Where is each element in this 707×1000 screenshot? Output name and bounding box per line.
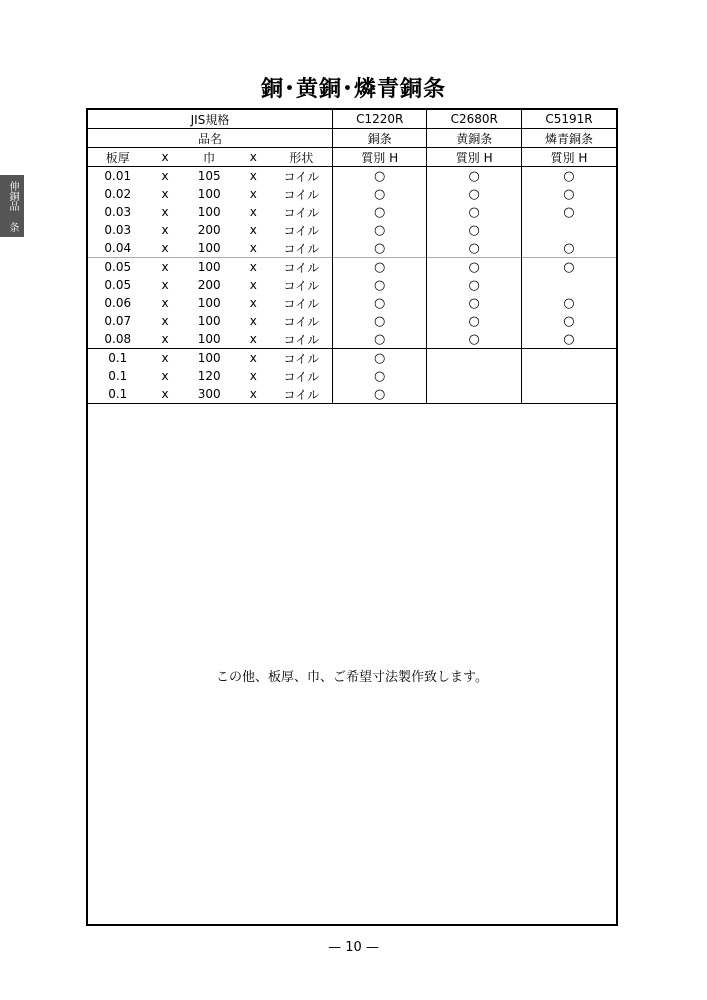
cell-c5191-availability: ○ [521, 312, 616, 330]
cell-x: x [161, 296, 169, 310]
cell-c1220-availability: ○ [332, 185, 426, 203]
page-title: 銅･黄銅･燐青銅条 [260, 77, 446, 102]
table-row [88, 185, 616, 203]
grade-name-c2680: 黄銅条 [427, 129, 521, 148]
cell-c2680-availability: ○ [427, 258, 521, 277]
cell-c2680-availability: ○ [427, 312, 521, 330]
cell-shape: コイル [283, 187, 320, 202]
cell-c5191-availability: ○ [521, 258, 616, 277]
table-row [88, 167, 616, 186]
cell-x: x [249, 187, 257, 201]
cell-width: 200 [197, 278, 221, 292]
cell-shape: コイル [283, 241, 320, 256]
cell-width: 200 [197, 223, 221, 237]
grade-name-c5191: 燐青銅条 [521, 129, 616, 148]
cell-width: 105 [197, 169, 221, 183]
cell-c5191-availability [521, 221, 616, 239]
cell-c5191-availability: ○ [521, 294, 616, 312]
grade-name-c1220: 銅条 [332, 129, 426, 148]
cell-c2680-availability: ○ [427, 239, 521, 258]
grade-temper-c1220: 質別 H [332, 148, 426, 167]
product-label: 品名 [88, 129, 332, 148]
cell-shape: コイル [283, 205, 320, 220]
col-shape-header: 形状 [271, 148, 333, 167]
cell-width: 100 [182, 349, 235, 368]
cell-c2680-availability: ○ [427, 330, 521, 349]
cell-x: x [249, 205, 257, 219]
cell-x: x [249, 169, 257, 183]
cell-width: 100 [197, 205, 221, 219]
grade-temper-c5191: 質別 H [521, 148, 616, 167]
cell-c1220-availability: ○ [332, 367, 426, 385]
cell-c5191-availability: ○ [521, 203, 616, 221]
cell-c5191-availability [521, 385, 616, 404]
cell-x: x [148, 385, 183, 404]
cell-shape: コイル [271, 258, 333, 277]
table-row [88, 349, 616, 368]
cell-c5191-availability: ○ [521, 330, 616, 349]
cell-thickness: 0.05 [88, 258, 148, 277]
grade-jis-c2680: C2680R [427, 110, 521, 129]
cell-thickness: 0.1 [108, 369, 128, 383]
cell-x: x [161, 205, 169, 219]
cell-c2680-availability [427, 349, 521, 368]
cell-x: x [161, 369, 169, 383]
cell-width: 100 [182, 258, 235, 277]
cell-shape: コイル [283, 278, 320, 293]
cell-x: x [249, 332, 257, 346]
header-row-jis [88, 110, 616, 129]
cell-x: x [249, 314, 257, 328]
header-row-product [88, 129, 616, 148]
cell-thickness: 0.03 [104, 205, 132, 219]
cell-c2680-availability: ○ [427, 203, 521, 221]
cell-thickness: 0.04 [104, 241, 132, 255]
cell-thickness: 0.07 [104, 314, 132, 328]
table-row [88, 258, 616, 277]
cell-c1220-availability: ○ [332, 258, 426, 277]
cell-width: 300 [182, 385, 235, 404]
cell-x: x [249, 296, 257, 310]
cell-shape: コイル [271, 385, 333, 404]
col-x1-header: x [148, 148, 183, 167]
cell-thickness: 0.03 [104, 223, 132, 237]
cell-thickness: 0.1 [88, 385, 148, 404]
jis-label: JIS規格 [88, 110, 332, 129]
side-tab: 伸銅品 条 [0, 175, 24, 237]
table-body [88, 167, 616, 404]
table-row [88, 385, 616, 404]
cell-c1220-availability: ○ [332, 385, 426, 404]
cell-x: x [161, 332, 169, 346]
table-row [88, 367, 616, 385]
cell-shape: コイル [283, 332, 320, 347]
cell-x: x [236, 385, 271, 404]
cell-c2680-availability [427, 367, 521, 385]
cell-shape: コイル [283, 223, 320, 238]
cell-c1220-availability: ○ [332, 330, 426, 349]
cell-c1220-availability: ○ [332, 167, 426, 186]
cell-x: x [161, 187, 169, 201]
table-row [88, 330, 616, 349]
cell-thickness: 0.05 [104, 278, 132, 292]
table-row [88, 203, 616, 221]
cell-x: x [236, 349, 271, 368]
table-row [88, 312, 616, 330]
spec-table-frame [86, 108, 618, 926]
cell-shape: コイル [283, 169, 320, 184]
cell-x: x [249, 369, 257, 383]
cell-thickness: 0.02 [104, 187, 132, 201]
grade-jis-c5191: C5191R [521, 110, 616, 129]
custom-order-notice: この他、板厚、巾、ご希望寸法製作致します。 [216, 670, 488, 685]
cell-x: x [249, 241, 257, 255]
cell-c5191-availability [521, 276, 616, 294]
col-width-header: 巾 [182, 148, 235, 167]
cell-c5191-availability: ○ [521, 239, 616, 258]
cell-c5191-availability: ○ [521, 185, 616, 203]
cell-c1220-availability: ○ [332, 239, 426, 258]
cell-thickness: 0.1 [88, 349, 148, 368]
cell-c5191-availability [521, 349, 616, 368]
cell-x: x [249, 223, 257, 237]
grade-temper-c2680: 質別 H [427, 148, 521, 167]
table-row [88, 221, 616, 239]
cell-c1220-availability: ○ [332, 294, 426, 312]
cell-shape: コイル [283, 369, 320, 384]
cell-shape: コイル [283, 314, 320, 329]
cell-thickness: 0.01 [104, 169, 132, 183]
cell-c2680-availability: ○ [427, 167, 521, 186]
cell-shape: コイル [283, 296, 320, 311]
cell-x: x [161, 223, 169, 237]
header-row-columns [88, 148, 616, 167]
cell-width: 100 [197, 332, 221, 346]
cell-width: 100 [197, 187, 221, 201]
cell-x: x [236, 258, 271, 277]
col-thickness-header: 板厚 [88, 148, 148, 167]
cell-c1220-availability: ○ [332, 221, 426, 239]
spec-table [88, 110, 616, 404]
cell-width: 100 [197, 314, 221, 328]
cell-c1220-availability: ○ [332, 203, 426, 221]
cell-x: x [249, 278, 257, 292]
cell-c2680-availability: ○ [427, 276, 521, 294]
cell-c1220-availability: ○ [332, 312, 426, 330]
cell-x: x [161, 278, 169, 292]
cell-width: 120 [197, 369, 221, 383]
cell-c2680-availability: ○ [427, 294, 521, 312]
cell-c1220-availability: ○ [332, 349, 426, 368]
cell-x: x [148, 349, 183, 368]
cell-width: 100 [197, 296, 221, 310]
page-number: — 10 — [328, 940, 379, 955]
table-row [88, 239, 616, 258]
cell-c2680-availability [427, 385, 521, 404]
cell-thickness: 0.06 [104, 296, 132, 310]
cell-x: x [161, 314, 169, 328]
cell-c2680-availability: ○ [427, 221, 521, 239]
cell-x: x [161, 169, 169, 183]
table-row [88, 276, 616, 294]
cell-x: x [161, 241, 169, 255]
grade-jis-c1220: C1220R [332, 110, 426, 129]
cell-c5191-availability: ○ [521, 167, 616, 186]
cell-thickness: 0.08 [104, 332, 132, 346]
cell-c5191-availability [521, 367, 616, 385]
table-row [88, 294, 616, 312]
cell-x: x [148, 258, 183, 277]
cell-c2680-availability: ○ [427, 185, 521, 203]
cell-c1220-availability: ○ [332, 276, 426, 294]
col-x2-header: x [236, 148, 271, 167]
cell-width: 100 [197, 241, 221, 255]
cell-shape: コイル [271, 349, 333, 368]
